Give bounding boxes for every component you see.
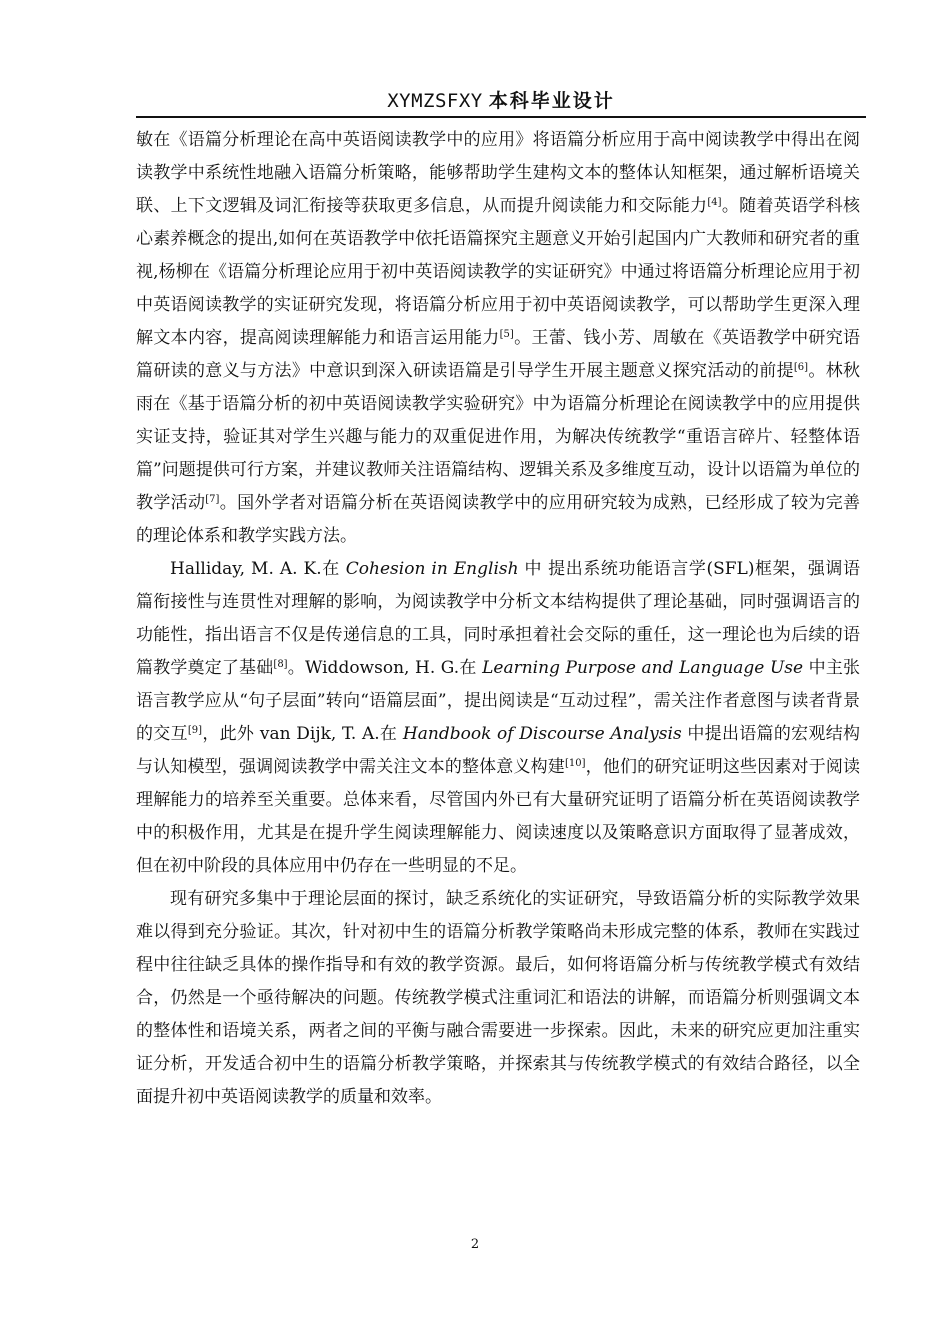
citation-ref: [9] [187,725,203,736]
text-run: 。王蕾、钱小芳、周敏在《英语教学中研究语篇研读的意义与方法》中意识到深入研读语篇是引导学生开展主题意义探究活动的前提 [136,328,861,381]
paragraph [136,124,860,553]
text-run: ，他们的研究证明这些因素对于阅读理解能力的培养至关重要。总体来看，尽管国内外已有大量研究证明了语篇分析在英语阅读教学中的积极作用，尤其是在提升学生阅读理解能力、阅读速度以及策略意识方面取得了显著成效，但在初中阶段的具体应用中仍存在一些明显的不足。 [136,757,861,876]
text-run: 现有研究多集中于理论层面的探讨，缺乏系统化的实证研究，导致语篇分析的实际教学效果难以得到充分验证。其次，针对初中生的语篇分析教学策略尚未形成完整的体系，教师在实践过程中往往缺乏具体的操作指导和有效的教学资源。最后，如何将语篇分析与传统教学模式有效结合，仍然是一个亟待解决的问题。传统教学模式注重词汇和语法的讲解，而语篇分析则强调文本的整体性和语境关系，两者之间的平衡与融合需要进一步探索。因此，未来的研究应更加注重实证分析，开发适合初中生的语篇分析教学策略，并探索其与传统教学模式的有效结合路径，以全面提升初中英语阅读教学的质量和效率。 [136,889,860,1107]
work-title: Cohesion in English [345,559,519,579]
paragraph [136,553,860,883]
text-run: 中 提出系统功能语言学(SFL)框架，强调语篇衔接性与连贯性对理解的影响，为阅读教学中分析文本结构提供了理论基础，同时强调语言的功能性，指出语言不仅是传递信息的工具，同时承担着社会交际的重任，这一理论也为后续的语篇教学奠定了基础 [136,559,860,678]
work-title: Learning Purpose and Language Use [482,658,804,678]
header-school-code: XYMZSFXY [387,90,483,112]
text-run: 中提出语篇的宏观结构与认知模型，强调阅读教学中需关注文本的整体意义构建 [136,724,860,777]
header-title: 本科毕业设计 [488,90,615,112]
citation-ref: [6] [793,362,809,373]
citation-ref: [5] [499,329,514,340]
text-run: 。国外学者对语篇分析在英语阅读教学中的应用研究较为成熟，已经形成了较为完善的理论体系和教学实践方法。 [136,493,861,546]
text-run: 中主张语言教学应从“句子层面”转向“语篇层面”，提出阅读是“互动过程”，需关注作者意图与读者背景的交互 [136,658,860,744]
paragraph [136,883,860,1114]
text-run: 。林秋雨在《基于语篇分析的初中英语阅读教学实验研究》中为语篇分析理论在阅读教学中的应用提供实证支持，验证其对学生兴趣与能力的双重促进作用，为解决传统教学“重语言碎片、轻整体语篇”问题提供可行方案，并建议教师关注语篇结构、逻辑关系及多维度互动，设计以语篇为单位的教学活动 [136,361,861,513]
page-header [136,88,866,118]
text-run: Halliday, M. A. K.在 [170,559,346,579]
page-number: 2 [470,1237,480,1252]
text-run: 。Widdowson, H. G.在 [287,658,483,678]
citation-ref: [8] [273,659,288,670]
text-run: 。随着英语学科核心素养概念的提出,如何在英语教学中依托语篇探究主题意义开始引起国内广大教师和研究者的重视,杨柳在《语篇分析理论应用于初中英语阅读教学的实证研究》中通过将语篇分析理论应用于初中英语阅读教学的实证研究发现，将语篇分析应用于初中英语阅读教学，可以帮助学生更深入理解文本内容，提高阅读理解能力和语言运用能力 [136,196,861,348]
text-run: ，此外 van Dijk, T. A.在 [202,724,403,744]
citation-ref: [7] [205,494,220,505]
citation-ref: [4] [707,197,722,208]
citation-ref: [10] [564,758,586,769]
body-text [136,124,860,1114]
work-title: Handbook of Discourse Analysis [402,724,682,744]
text-run: 敏在《语篇分析理论在高中英语阅读教学中的应用》将语篇分析应用于高中阅读教学中得出在阅读教学中系统性地融入语篇分析策略，能够帮助学生建构文本的整体认知框架，通过解析语境关联、上下文逻辑及词汇衔接等获取更多信息，从而提升阅读能力和交际能力 [136,130,860,216]
